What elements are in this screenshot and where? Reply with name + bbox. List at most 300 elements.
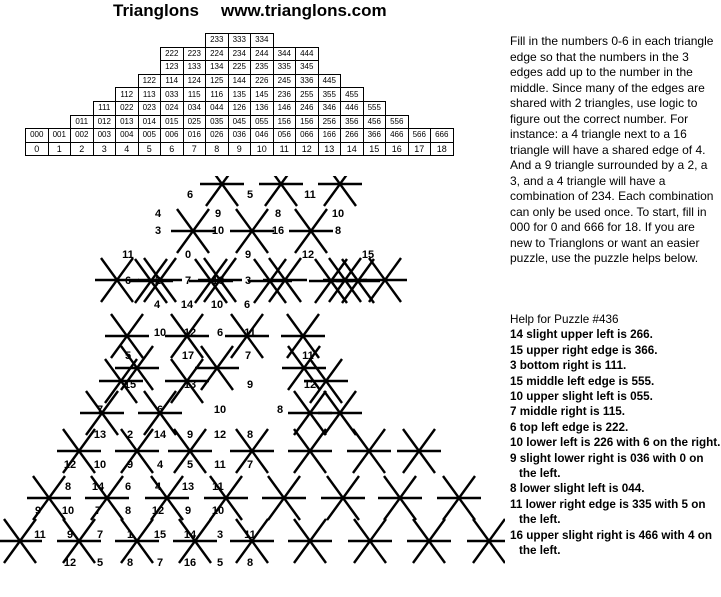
combo-cell: 125: [206, 74, 229, 88]
grid-edge-line: [265, 176, 297, 206]
combo-cell: 222: [161, 47, 184, 61]
triangle-number: 7: [184, 275, 192, 287]
combo-cell: 004: [116, 129, 139, 143]
combo-blank: [431, 61, 454, 75]
combo-blank: [26, 61, 49, 75]
triangle-number: 9: [244, 249, 252, 261]
help-item: 6 top left edge is 222.: [510, 420, 629, 434]
combo-cell: 122: [138, 74, 161, 88]
help-title: Help for Puzzle #436: [510, 313, 619, 326]
combo-blank: [116, 61, 139, 75]
sum-cell: 8: [206, 142, 229, 156]
sum-cell: 0: [26, 142, 49, 156]
combo-blank: [318, 47, 341, 61]
combo-blank: [408, 115, 431, 129]
combo-blank: [386, 47, 409, 61]
combo-blank: [183, 34, 206, 48]
combo-cell: 112: [116, 88, 139, 102]
combo-cell: 156: [296, 115, 319, 129]
combo-row: [26, 88, 454, 102]
combo-blank: [26, 47, 49, 61]
sum-cell: 7: [183, 142, 206, 156]
triangle-number: 12: [151, 505, 165, 517]
combo-cell: 035: [206, 115, 229, 129]
combo-blank: [431, 101, 454, 115]
combo-blank: [71, 88, 94, 102]
sum-cell: 11: [273, 142, 296, 156]
combo-blank: [363, 61, 386, 75]
triangle-number: 16: [183, 557, 197, 569]
combo-blank: [341, 47, 364, 61]
triangle-number: 10: [93, 459, 107, 471]
combo-cell: 114: [161, 74, 184, 88]
combo-blank: [71, 61, 94, 75]
combo-cell: 255: [296, 88, 319, 102]
combo-cell: 014: [138, 115, 161, 129]
combo-cell: 066: [296, 129, 319, 143]
combo-blank: [26, 101, 49, 115]
combo-cell: 445: [318, 74, 341, 88]
combo-cell: 236: [273, 88, 296, 102]
grid-edge-line: [324, 176, 356, 206]
triangle-number: 8: [246, 429, 254, 441]
combo-blank: [116, 47, 139, 61]
combo-cell: 444: [296, 47, 319, 61]
combo-blank: [48, 34, 71, 48]
combo-cell: 224: [206, 47, 229, 61]
triangle-number: 9: [246, 379, 254, 391]
triangle-number: 17: [181, 350, 195, 362]
triangle-number: 6: [216, 327, 224, 339]
combo-blank: [93, 34, 116, 48]
triangle-number: 8: [274, 208, 282, 220]
combo-cell: 016: [183, 129, 206, 143]
grid-vertex: [204, 476, 248, 520]
combo-blank: [431, 88, 454, 102]
combo-blank: [408, 34, 431, 48]
combo-cell: 145: [251, 88, 274, 102]
combo-blank: [363, 88, 386, 102]
combo-blank: [26, 74, 49, 88]
triangle-number: 8: [64, 481, 72, 493]
combo-cell: 044: [206, 101, 229, 115]
triangle-number: 6: [243, 299, 251, 311]
combo-cell: 223: [183, 47, 206, 61]
grid-vertex: [259, 176, 303, 206]
combo-blank: [363, 74, 386, 88]
triangle-number: 5: [186, 459, 194, 471]
triangle-number: 5: [124, 350, 132, 362]
grid-vertex: [288, 391, 332, 435]
combo-cell: 455: [341, 88, 364, 102]
grid-vertex: [230, 209, 274, 253]
combo-cell: 046: [251, 129, 274, 143]
triangle-number: 12: [303, 379, 317, 391]
triangle-number: 9: [126, 459, 134, 471]
sum-cell: 12: [296, 142, 319, 156]
combo-cell: 344: [273, 47, 296, 61]
triangle-number: 8: [276, 404, 284, 416]
grid-edge-line: [324, 176, 356, 206]
combo-cell: 003: [93, 129, 116, 143]
combo-row: [26, 129, 454, 143]
combo-row: [26, 61, 454, 75]
combo-cell: 234: [228, 47, 251, 61]
combo-blank: [48, 101, 71, 115]
combo-blank: [386, 74, 409, 88]
combo-cell: 246: [296, 101, 319, 115]
combo-cell: 134: [206, 61, 229, 75]
combo-cell: 126: [228, 101, 251, 115]
triangle-number: 7: [96, 404, 104, 416]
combo-cell: 346: [318, 101, 341, 115]
triangle-number: 7: [96, 529, 104, 541]
combo-cell: 235: [251, 61, 274, 75]
combo-cell: 566: [408, 129, 431, 143]
grid-vertex: [407, 519, 451, 563]
combo-cell: 244: [251, 47, 274, 61]
triangle-number: 10: [211, 505, 225, 517]
combo-cell: 355: [318, 88, 341, 102]
combo-cell: 225: [228, 61, 251, 75]
grid-vertex: [321, 476, 365, 520]
combo-cell: 036: [228, 129, 251, 143]
combo-cell: 466: [386, 129, 409, 143]
combo-cell: 233: [206, 34, 229, 48]
sum-cell: 14: [341, 142, 364, 156]
triangle-number: 11: [304, 189, 316, 201]
triangle-number: 9: [214, 208, 222, 220]
combo-cell: 115: [183, 88, 206, 102]
triangle-number: 6: [156, 404, 164, 416]
combo-blank: [408, 101, 431, 115]
grid-vertex: [288, 429, 332, 473]
combo-blank: [71, 74, 94, 88]
combo-cell: 012: [93, 115, 116, 129]
grid-vertex: [171, 209, 215, 253]
combo-cell: 116: [206, 88, 229, 102]
combo-cell: 015: [161, 115, 184, 129]
combo-cell: 345: [296, 61, 319, 75]
grid-vertex: [378, 476, 422, 520]
grid-vertex: [200, 176, 244, 206]
combo-blank: [138, 61, 161, 75]
sum-cell: 2: [71, 142, 94, 156]
combo-blank: [48, 47, 71, 61]
combo-cell: 166: [318, 129, 341, 143]
combo-cell: 000: [26, 129, 49, 143]
combo-blank: [363, 47, 386, 61]
site-url: www.trianglons.com: [221, 1, 387, 20]
combo-cell: 245: [273, 74, 296, 88]
combo-blank: [161, 34, 184, 48]
combo-cell: 033: [161, 88, 184, 102]
grid-vertex: [437, 476, 481, 520]
combo-cell: 034: [183, 101, 206, 115]
combo-cell: 123: [161, 61, 184, 75]
combo-blank: [93, 47, 116, 61]
triangle-number: 10: [331, 208, 345, 220]
triangle-number: 6: [124, 275, 132, 287]
combo-row: [26, 47, 454, 61]
combo-cell: 144: [228, 74, 251, 88]
triangle-number: 3: [216, 529, 224, 541]
instructions-text: Fill in the numbers 0-6 in each triangle edge so that the numbers in the 3 edges add up to the number in the middle. Since many of the edges are shared with 2 triangles, use logic to figure out the correct number. For instance: a 4 triangle next to a 16 triangle will have a shared edge of 4. And a 9 triangle surrounded by a 2, a 3, and a 4 triangle will have a combination of 234. Each combination can only be used once. To start, fill in 000 for 0 and 666 for 18. If you are new to Trianglons or want an easier puzzle, use the puzzle helps below.: [510, 34, 714, 265]
combo-blank: [386, 101, 409, 115]
combo-blank: [116, 34, 139, 48]
combo-blank: [408, 47, 431, 61]
combo-blank: [48, 74, 71, 88]
help-item: 14 slight upper left is 266.: [510, 328, 653, 342]
sum-cell: 16: [386, 142, 409, 156]
triangle-number: 4: [153, 299, 161, 311]
triangle-number: 13: [181, 481, 195, 493]
triangle-number: 12: [63, 459, 77, 471]
sum-cell: 15: [363, 142, 386, 156]
triangle-number: 11: [122, 249, 134, 261]
combo-blank: [296, 34, 319, 48]
grid-edge-line: [206, 176, 238, 206]
triangle-number: 10: [61, 505, 75, 517]
combo-row: [26, 101, 454, 115]
combo-cell: 336: [296, 74, 319, 88]
combo-row: [26, 74, 454, 88]
triangle-number: 15: [361, 249, 375, 261]
triangle-number: 4: [156, 459, 164, 471]
combo-row: [26, 115, 454, 129]
triangle-number: 8: [126, 557, 134, 569]
combo-cell: 133: [183, 61, 206, 75]
combo-blank: [386, 88, 409, 102]
triangle-number: 12: [213, 429, 227, 441]
triangle-number: 2: [126, 429, 134, 441]
combo-cell: 556: [386, 115, 409, 129]
combo-cell: 002: [71, 129, 94, 143]
grid-vertex: [347, 429, 391, 473]
combo-cell: 113: [138, 88, 161, 102]
combo-blank: [431, 115, 454, 129]
combo-blank: [431, 47, 454, 61]
combo-cell: 024: [161, 101, 184, 115]
combo-cell: 026: [206, 129, 229, 143]
triangle-number: 6: [186, 189, 194, 201]
help-item: 15 upper right edge is 366.: [510, 343, 658, 357]
combo-cell: 136: [251, 101, 274, 115]
triangle-number: 8: [124, 505, 132, 517]
puzzle-help: [510, 312, 721, 559]
triangle-number: 8: [334, 225, 342, 237]
triangle-number: 9: [66, 529, 74, 541]
grid-vertex: [348, 519, 392, 563]
triangle-number: 9: [186, 429, 194, 441]
grid-vertex: [115, 519, 159, 563]
combo-blank: [386, 61, 409, 75]
triangle-number: 11: [244, 327, 256, 339]
combo-blank: [138, 47, 161, 61]
triangle-number: 8: [246, 557, 254, 569]
sum-cell: 4: [116, 142, 139, 156]
combo-cell: 006: [161, 129, 184, 143]
grid-vertex: [318, 176, 362, 206]
combo-cell: 011: [71, 115, 94, 129]
combo-cell: 333: [228, 34, 251, 48]
combo-blank: [26, 115, 49, 129]
grid-vertex: [248, 259, 292, 303]
combo-blank: [93, 61, 116, 75]
combo-blank: [408, 61, 431, 75]
triangle-number: 12: [63, 557, 77, 569]
site-title: Trianglons: [113, 1, 199, 20]
combination-table: [25, 33, 454, 156]
trianglon-puzzle-grid: [0, 176, 505, 597]
combo-cell: 335: [273, 61, 296, 75]
combo-blank: [318, 61, 341, 75]
combo-blank: [48, 88, 71, 102]
help-item: 9 slight lower right is 036 with 0 on the left.: [510, 451, 704, 481]
grid-vertex: [262, 476, 306, 520]
help-item: 8 lower slight left is 044.: [510, 482, 645, 496]
help-item: 11 lower right edge is 335 with 5 on the left.: [510, 497, 706, 527]
grid-vertex: [288, 519, 332, 563]
triangle-number: 15: [153, 529, 167, 541]
grid-vertex: [195, 346, 239, 390]
sum-cell: 1: [48, 142, 71, 156]
combo-blank: [93, 74, 116, 88]
triangle-number: 10: [153, 327, 167, 339]
combo-blank: [26, 34, 49, 48]
combo-cell: 334: [251, 34, 274, 48]
triangle-number: 13: [183, 379, 197, 391]
triangle-number: 7: [94, 505, 102, 517]
combo-cell: 266: [341, 129, 364, 143]
triangle-number: 11: [212, 481, 224, 493]
combo-blank: [341, 34, 364, 48]
combo-cell: 555: [363, 101, 386, 115]
sum-cell: 9: [228, 142, 251, 156]
triangle-number: 12: [301, 249, 315, 261]
combo-blank: [408, 74, 431, 88]
triangle-number: 14: [91, 481, 105, 493]
combo-cell: 055: [251, 115, 274, 129]
triangle-number: 14: [180, 299, 194, 311]
combo-cell: 156: [273, 115, 296, 129]
triangle-number: 5: [96, 557, 104, 569]
help-item: 16 upper slight right is 466 with 4 on the left.: [510, 528, 712, 558]
sum-cell: 5: [138, 142, 161, 156]
combo-cell: 146: [273, 101, 296, 115]
help-item: 15 middle left edge is 555.: [510, 374, 655, 388]
combo-cell: 226: [251, 74, 274, 88]
triangle-number: 18: [211, 275, 225, 287]
combo-blank: [71, 101, 94, 115]
triangle-number: 7: [156, 557, 164, 569]
sum-cell: 6: [161, 142, 184, 156]
triangle-number: 11: [34, 529, 46, 541]
combo-blank: [26, 88, 49, 102]
triangle-number: 2: [154, 275, 162, 287]
triangle-number: 11: [302, 350, 314, 362]
combo-blank: [116, 74, 139, 88]
combo-blank: [93, 88, 116, 102]
combo-blank: [408, 88, 431, 102]
triangle-number: 10: [213, 404, 227, 416]
combo-cell: 023: [138, 101, 161, 115]
combo-blank: [71, 47, 94, 61]
help-item: 10 lower left is 226 with 6 on the right.: [510, 436, 721, 450]
triangle-number: 12: [183, 327, 197, 339]
combo-blank: [341, 74, 364, 88]
combo-cell: 005: [138, 129, 161, 143]
triangle-number: 3: [244, 275, 252, 287]
triangle-number: 1: [126, 529, 134, 541]
sum-cell: 3: [93, 142, 116, 156]
combo-cell: 356: [341, 115, 364, 129]
grid-vertex: [115, 429, 159, 473]
sum-cell: 13: [318, 142, 341, 156]
triangle-number: 10: [211, 225, 225, 237]
combo-cell: 056: [273, 129, 296, 143]
combo-blank: [48, 61, 71, 75]
triangle-number: 16: [271, 225, 285, 237]
combo-cell: 013: [116, 115, 139, 129]
help-item: 3 bottom right is 111.: [510, 359, 627, 373]
triangle-number: 7: [244, 350, 252, 362]
combo-cell: 022: [116, 101, 139, 115]
triangle-number: 5: [246, 189, 254, 201]
triangle-number: 15: [123, 379, 137, 391]
combo-blank: [71, 34, 94, 48]
triangle-number: 4: [154, 208, 162, 220]
triangle-number: 6: [124, 481, 132, 493]
sum-cell: 18: [431, 142, 454, 156]
triangle-number: 10: [210, 299, 224, 311]
triangle-number: 3: [154, 225, 162, 237]
sum-cell: 10: [251, 142, 274, 156]
combo-blank: [138, 34, 161, 48]
triangle-number: 11: [244, 529, 256, 541]
combo-cell: 111: [93, 101, 116, 115]
triangle-number: 4: [154, 481, 162, 493]
triangle-number: 13: [93, 429, 107, 441]
combo-blank: [363, 34, 386, 48]
grid-vertex: [397, 429, 441, 473]
combo-cell: 135: [228, 88, 251, 102]
combo-blank: [341, 61, 364, 75]
triangle-number: 5: [216, 557, 224, 569]
triangle-number: 7: [246, 459, 254, 471]
triangle-number: 14: [183, 529, 197, 541]
combo-cell: 456: [363, 115, 386, 129]
combo-cell: 001: [48, 129, 71, 143]
combo-row: [26, 34, 454, 48]
combo-cell: 256: [318, 115, 341, 129]
combo-blank: [386, 34, 409, 48]
triangle-number: 11: [214, 459, 226, 471]
triangle-number: 9: [184, 505, 192, 517]
combo-blank: [273, 34, 296, 48]
combo-blank: [48, 115, 71, 129]
triangle-number: 9: [34, 505, 42, 517]
combo-cell: 045: [228, 115, 251, 129]
grid-vertex: [289, 209, 333, 253]
combo-blank: [431, 34, 454, 48]
grid-vertex: [0, 519, 42, 563]
combo-cell: 025: [183, 115, 206, 129]
grid-edge-line: [206, 176, 238, 206]
combo-blank: [318, 34, 341, 48]
combo-cell: 366: [363, 129, 386, 143]
triangle-number: 0: [184, 249, 192, 261]
